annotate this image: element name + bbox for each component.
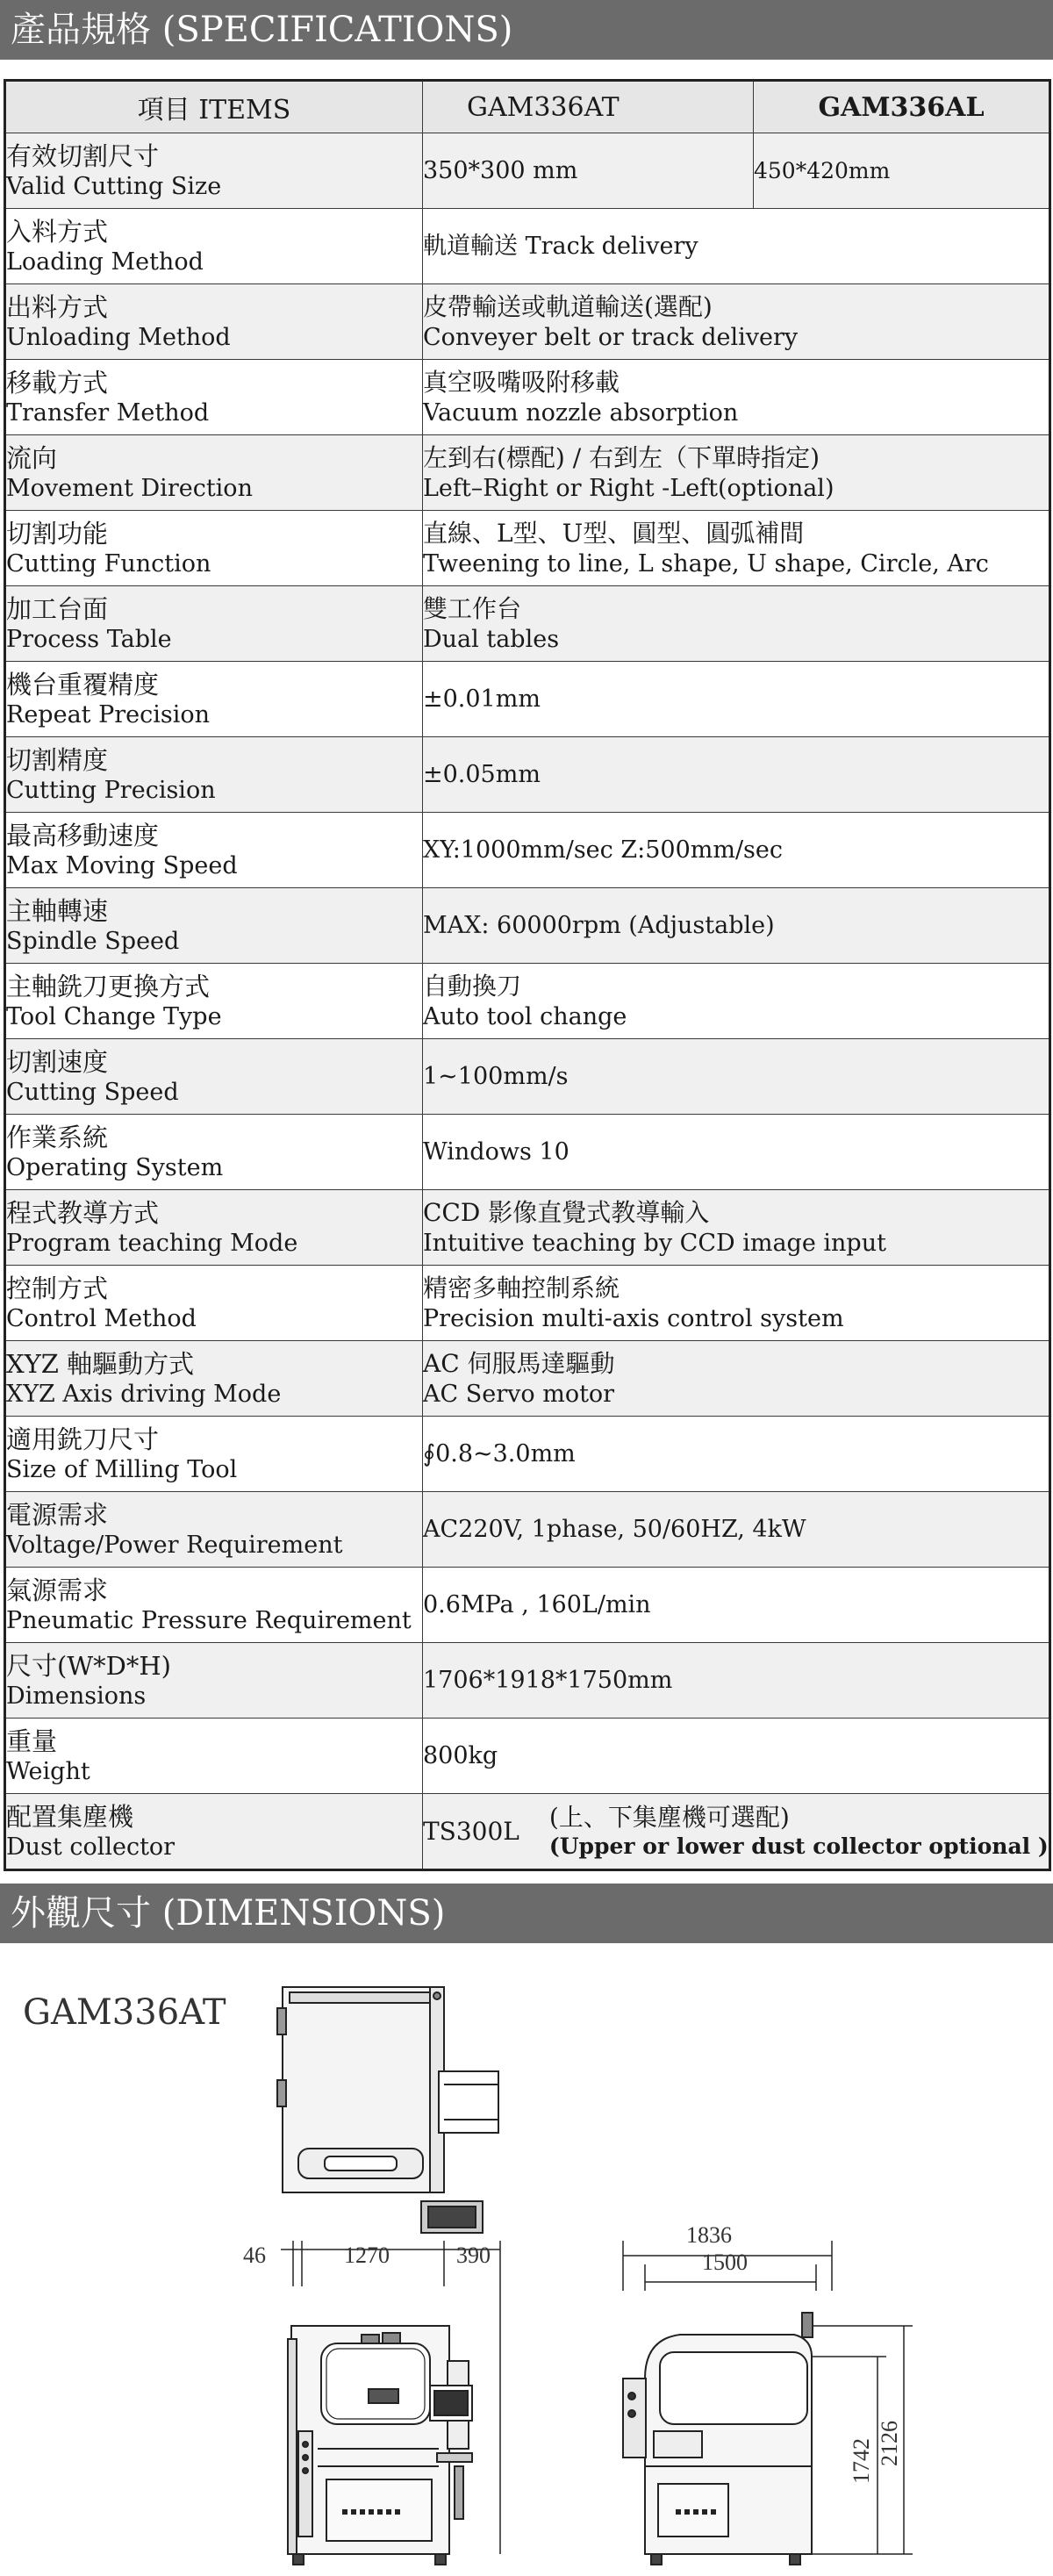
value-zh: AC 伺服馬達驅動: [423, 1348, 615, 1378]
label-en: Process Table: [6, 625, 172, 653]
label-en: Size of Milling Tool: [6, 1455, 238, 1483]
label-en: Cutting Precision: [6, 776, 216, 804]
label-en: Cutting Speed: [6, 1078, 179, 1106]
label-zh: 出料方式: [6, 291, 109, 322]
label-zh: 有效切割尺寸: [6, 140, 160, 171]
value-en: Conveyer belt or track delivery: [423, 323, 799, 351]
spec-value: [423, 209, 1050, 284]
label-zh: 尺寸(W*D*H): [6, 1650, 171, 1681]
spec-label: [5, 1417, 423, 1492]
value-zh: 真空吸嘴吸附移載: [423, 367, 620, 397]
spec-value: [423, 737, 1050, 813]
dimensions-title: 外觀尺寸 (DIMENSIONS): [11, 1893, 446, 1934]
front-dim-1270: 1270: [344, 2242, 390, 2268]
value-en: Dual tables: [423, 625, 560, 653]
spec-label: [5, 586, 423, 662]
label-zh: 切割精度: [6, 744, 109, 775]
spec-table-wrapper: [0, 60, 1053, 1871]
spec-label: [5, 1341, 423, 1417]
spec-row: [5, 360, 1050, 435]
spec-row: [5, 964, 1050, 1039]
spec-value: [423, 435, 1050, 511]
value-en: Tweening to line, L shape, U shape, Circle, Arc: [423, 549, 989, 578]
spec-value: [423, 813, 1050, 888]
spec-label: [5, 964, 423, 1039]
top-view-drawing: [277, 1987, 498, 2233]
spec-value: [423, 1115, 1050, 1190]
specifications-title: 產品規格 (SPECIFICATIONS): [11, 10, 513, 50]
spec-table-body: [5, 133, 1050, 1870]
label-zh: 流向: [6, 442, 58, 473]
value-text: 1~100mm/s: [423, 1062, 569, 1090]
value-text: 軌道輸送 Track delivery: [423, 232, 698, 260]
value-zh: 皮帶輸送或軌道輸送(選配): [423, 291, 713, 321]
value-gam336at: [423, 133, 754, 209]
spec-label: [5, 1190, 423, 1266]
label-en: XYZ Axis driving Mode: [6, 1380, 282, 1408]
spec-label: [5, 435, 423, 511]
dimension-drawings: [0, 1940, 1053, 2576]
spec-label: [5, 133, 423, 209]
value-zh: 精密多軸控制系統: [423, 1273, 620, 1302]
label-zh: 最高移動速度: [6, 820, 160, 850]
value-zh: 直線、L型、U型、圓型、圓弧補間: [423, 518, 805, 548]
spec-label: [5, 662, 423, 737]
spec-row: [5, 888, 1050, 964]
header-gam336at: GAM336AT: [423, 81, 754, 133]
value-text: Windows 10: [423, 1137, 569, 1166]
spec-row: [5, 1568, 1050, 1643]
spec-value: [423, 1643, 1050, 1719]
value-en: AC Servo motor: [423, 1380, 615, 1408]
label-en: Valid Cutting Size: [6, 172, 222, 200]
label-zh: 切割速度: [6, 1046, 109, 1077]
note-zh: (上、下集塵機可選配): [548, 1802, 790, 1832]
spec-value: [423, 586, 1050, 662]
spec-value: [423, 1794, 1050, 1870]
label-zh: 程式教導方式: [6, 1197, 160, 1228]
value-en: Intuitive teaching by CCD image input: [423, 1229, 886, 1257]
label-en: Loading Method: [6, 248, 204, 276]
spec-value: [423, 1190, 1050, 1266]
label-en: Transfer Method: [6, 398, 210, 427]
value-zh: CCD 影像直覺式教導輸入: [423, 1197, 710, 1227]
spec-value: [423, 662, 1050, 737]
value-text: ∮0.8~3.0mm: [423, 1439, 576, 1467]
spec-value: [423, 1039, 1050, 1115]
spec-row: [5, 435, 1050, 511]
label-en: Spindle Speed: [6, 927, 180, 955]
spec-value: [423, 1417, 1050, 1492]
label-zh: 配置集塵機: [6, 1801, 134, 1832]
label-en: Voltage/Power Requirement: [6, 1531, 343, 1559]
label-zh: 切割功能: [6, 518, 109, 549]
spec-label: [5, 1115, 423, 1190]
value-zh: 自動換刀: [423, 971, 522, 1001]
model-label: GAM336AT: [23, 1992, 226, 2033]
spec-row: [5, 1643, 1050, 1719]
label-zh: 移載方式: [6, 367, 109, 398]
spec-row: [5, 662, 1050, 737]
front-dim-390: 390: [456, 2242, 491, 2268]
label-en: Pneumatic Pressure Requirement: [6, 1606, 412, 1634]
spec-value: [423, 284, 1050, 360]
side-view-drawing: [623, 2241, 913, 2565]
value-text: 1706*1918*1750mm: [423, 1666, 673, 1694]
spec-row: [5, 1417, 1050, 1492]
value-text: ±0.05mm: [423, 760, 541, 788]
specifications-header: [0, 0, 1053, 60]
spec-label: [5, 284, 423, 360]
spec-table-header-row: [5, 81, 1050, 133]
spec-label: [5, 360, 423, 435]
label-zh: 氣源需求: [6, 1575, 109, 1605]
label-zh: XYZ 軸驅動方式: [6, 1348, 195, 1379]
header-items: 項目 ITEMS: [5, 81, 423, 133]
value-text: AC220V, 1phase, 50/60HZ, 4kW: [423, 1515, 806, 1543]
spec-label: [5, 1719, 423, 1794]
spec-row: [5, 133, 1050, 209]
spec-value: [423, 360, 1050, 435]
spec-label: [5, 1039, 423, 1115]
label-zh: 適用銑刀尺寸: [6, 1424, 160, 1454]
label-en: Max Moving Speed: [6, 851, 238, 879]
spec-label: [5, 888, 423, 964]
label-zh: 機台重覆精度: [6, 669, 160, 700]
spec-value: [423, 1568, 1050, 1643]
dimensions-header: [0, 1884, 1053, 1943]
spec-row: [5, 1794, 1050, 1870]
value-gam336al: [754, 133, 1050, 209]
value-text: ±0.01mm: [423, 685, 541, 713]
value-text: 450*420mm: [754, 158, 891, 183]
label-en: Repeat Precision: [6, 700, 211, 728]
value-en: Precision multi-axis control system: [423, 1304, 844, 1332]
label-en: Cutting Function: [6, 549, 211, 578]
label-zh: 加工台面: [6, 593, 109, 624]
spec-value: [423, 1492, 1050, 1568]
label-en: Weight: [6, 1757, 90, 1785]
spec-value: [423, 1341, 1050, 1417]
spec-label: [5, 1492, 423, 1568]
spec-label: [5, 1266, 423, 1341]
front-view-drawing: [281, 2241, 500, 2565]
spec-label: [5, 813, 423, 888]
side-dim-1836: 1836: [686, 2222, 732, 2248]
value-text: TS300L: [423, 1817, 519, 1846]
value-zh: 雙工作台: [423, 593, 522, 623]
spec-row: [5, 1266, 1050, 1341]
note-en: (Upper or lower dust collector optional ): [548, 1833, 1049, 1859]
spec-row: [5, 511, 1050, 586]
spec-row: [5, 1341, 1050, 1417]
spec-label: [5, 737, 423, 813]
value-text: MAX: 60000rpm (Adjustable): [423, 911, 775, 939]
spec-row: [5, 1492, 1050, 1568]
label-zh: 電源需求: [6, 1499, 109, 1530]
spec-value: [423, 964, 1050, 1039]
side-dim-1500: 1500: [702, 2250, 748, 2275]
spec-row: [5, 1719, 1050, 1794]
label-en: Tool Change Type: [6, 1002, 222, 1030]
label-en: Unloading Method: [6, 323, 231, 351]
label-en: Dimensions: [6, 1682, 147, 1710]
front-dim-46: 46: [243, 2242, 266, 2268]
spec-row: [5, 813, 1050, 888]
value-zh: 左到右(標配) / 右到左（下單時指定): [423, 442, 820, 472]
label-zh: 入料方式: [6, 216, 109, 247]
spec-row: [5, 1039, 1050, 1115]
label-en: Program teaching Mode: [6, 1229, 298, 1257]
label-zh: 重量: [6, 1726, 58, 1756]
value-text: 350*300 mm: [423, 156, 578, 184]
spec-value: [423, 1719, 1050, 1794]
spec-row: [5, 1190, 1050, 1266]
label-en: Control Method: [6, 1304, 197, 1332]
spec-label: [5, 511, 423, 586]
label-en: Dust collector: [6, 1833, 176, 1861]
value-en: Vacuum nozzle absorption: [423, 398, 739, 427]
label-zh: 主軸銑刀更換方式: [6, 971, 211, 1001]
side-dim-1742: 1742: [849, 2438, 874, 2484]
value-en: Left–Right or Right -Left(optional): [423, 474, 835, 502]
spec-value: [423, 1266, 1050, 1341]
value-text: XY:1000mm/sec Z:500mm/sec: [423, 836, 784, 864]
value-text: 0.6MPa , 160L/min: [423, 1590, 651, 1618]
label-zh: 作業系統: [6, 1122, 109, 1152]
label-en: Operating System: [6, 1153, 224, 1181]
label-en: Movement Direction: [6, 474, 253, 502]
spec-value: [423, 888, 1050, 964]
spec-row: [5, 586, 1050, 662]
spec-table: [4, 79, 1051, 1871]
spec-value: [423, 511, 1050, 586]
spec-label: [5, 1794, 423, 1870]
value-en: Auto tool change: [423, 1002, 627, 1030]
header-gam336al: GAM336AL: [754, 81, 1050, 133]
label-zh: 控制方式: [6, 1273, 109, 1303]
spec-row: [5, 737, 1050, 813]
spec-row: [5, 1115, 1050, 1190]
spec-row: [5, 284, 1050, 360]
label-zh: 主軸轉速: [6, 895, 109, 926]
spec-row: [5, 209, 1050, 284]
spec-label: [5, 1643, 423, 1719]
value-text: 800kg: [423, 1741, 498, 1769]
side-dim-2126: 2126: [877, 2421, 902, 2466]
spec-label: [5, 1568, 423, 1643]
spec-label: [5, 209, 423, 284]
